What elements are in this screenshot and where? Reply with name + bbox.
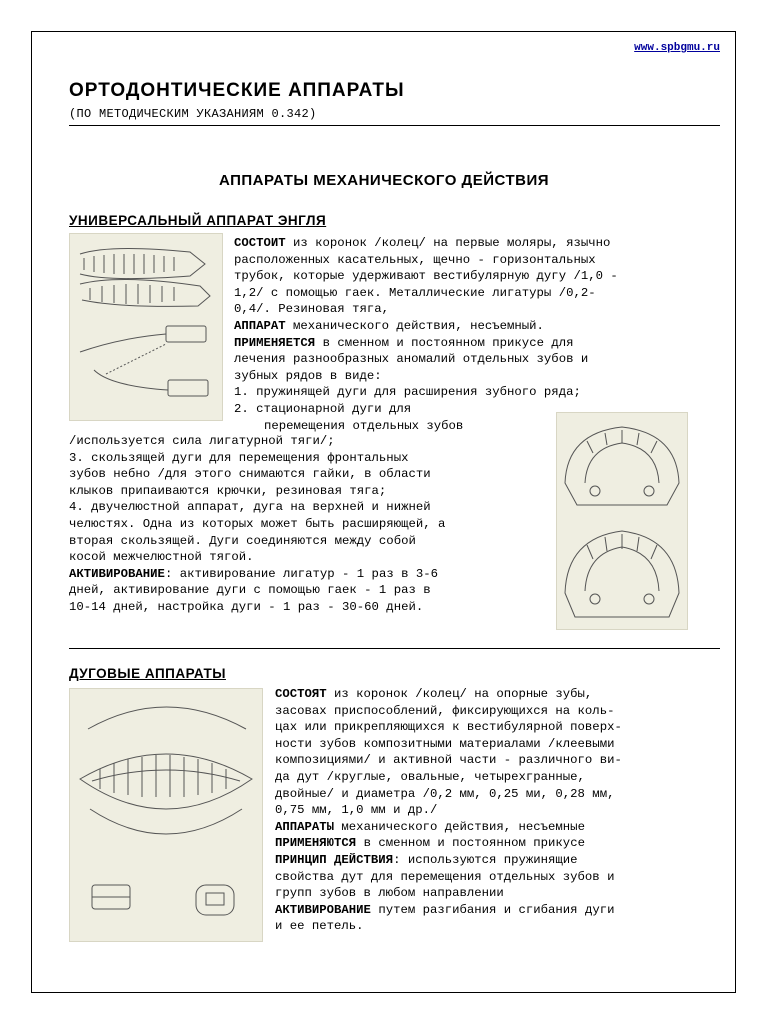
page-title: ОРТОДОНТИЧЕСКИЕ АППАРАТЫ: [69, 80, 405, 101]
braces-illustration: [69, 688, 263, 942]
arch-activation-label: АКТИВИРОВАНИЕ: [275, 902, 371, 917]
arch-line-12: свойства дут для перемещения отдельных зубов и: [275, 869, 615, 884]
angle-heading: УНИВЕРСАЛЬНЫЙ АППАРАТ ЭНГЛЯ: [69, 213, 327, 228]
arch-heading: ДУГОВЫЕ АППАРАТЫ: [69, 666, 226, 681]
arch-line-3: цах или прикрепляющихся к вестибулярной поверх-: [275, 720, 622, 735]
arch-apparatus-label: АППАРАТЫ: [275, 819, 335, 834]
angle-line-16: клыков припаиваются крючки, резиновая тяга;: [69, 483, 387, 498]
arch-line-11: : используются пружинящие: [393, 852, 578, 867]
angle-line-14: 3. скользящей дуги для перемещения фронтальных: [69, 450, 409, 465]
arch-line-6: да дут /круглые, овальные, четырехгранные,: [275, 769, 585, 784]
angle-line-18: челюстях. Одна из которых может быть расширяющей, а: [69, 516, 446, 531]
section-title: АППАРАТЫ МЕХАНИЧЕСКОГО ДЕЙСТВИЯ: [218, 172, 550, 189]
arch-line-5: композициями/ и активной части - различного ви-: [275, 753, 622, 768]
angle-line-21: : активирование лигатур - 1 раз в 3-6: [164, 566, 438, 581]
angle-line-7: в сменном и постоянном прикусе для: [315, 335, 574, 350]
angle-text-block: [234, 235, 618, 434]
angle-line-11: 2. стационарной дуги для: [234, 401, 412, 416]
page-subtitle: (ПО МЕТОДИЧЕСКИМ УКАЗАНИЯМ 0.342): [69, 107, 317, 121]
angle-line-23: 10-14 дней, настройка дуги - 1 раз - 30-60 дней.: [69, 599, 424, 614]
angle-apparatus-illustration: [69, 233, 223, 421]
arch-line-4: ности зубов композитными материалами /клеевыми: [275, 736, 615, 751]
angle-line-5: 0,4/. Резиновая тяга,: [234, 302, 389, 317]
arch-principle-label: ПРИНЦИП ДЕЙСТВИЯ: [275, 852, 394, 867]
angle-line-15: зубов небно /для этого снимаются гайки, в области: [69, 467, 431, 482]
angle-line-2: расположенных касательных, щечно - горизонтальных: [234, 252, 596, 267]
angle-line-6: механического действия, несъемный.: [285, 318, 544, 333]
arch-line-14: путем разгибания и сгибания дуги: [370, 902, 615, 917]
arch-line-10: в сменном и постоянном прикусе: [356, 836, 585, 851]
dental-arches-illustration: [556, 412, 688, 630]
arch-line-1: из коронок /колец/ на опорные зубы,: [326, 687, 593, 701]
angle-activation-label: АКТИВИРОВАНИЕ: [69, 566, 165, 581]
arch-line-15: и ее петель.: [275, 919, 364, 934]
arch-line-9: механического действия, несъемные: [334, 819, 585, 834]
angle-line-3: трубок, которые удерживают вестибулярную дугу /1,0 -: [234, 269, 618, 284]
angle-line-1: из коронок /колец/ на первые моляры, язычно: [285, 236, 611, 250]
angle-line-10: 1. пружинящей дуги для расширения зубного ряда;: [234, 385, 581, 400]
angle-line-19: вторая скользящей. Дуги соединяются между собой: [69, 533, 416, 548]
arch-line-13: групп зубов в любом направлении: [275, 886, 504, 901]
title-divider: [69, 125, 720, 126]
arch-line-2: засовах приспособлений, фиксирующихся на коль-: [275, 703, 615, 718]
section-divider: [69, 648, 720, 649]
arch-line-7: двойные/ и диаметра /0,2 мм, 0,25 ми, 0,28 мм,: [275, 786, 615, 801]
angle-applied-label: ПРИМЕНЯЕТСЯ: [234, 335, 316, 350]
arch-text-block: [275, 686, 622, 935]
angle-line-8: лечения разнообразных аномалий отдельных зубов и: [234, 352, 589, 367]
arch-line-8: 0,75 мм, 1,0 мм и др./: [275, 803, 438, 818]
angle-line-9: зубных рядов в виде:: [234, 368, 382, 383]
angle-line-17: 4. двучелюстной аппарат, дуга на верхней и нижней: [69, 500, 431, 515]
angle-text-block-2: [69, 433, 445, 616]
arch-consists-label: СОСТОЯТ: [275, 687, 327, 701]
arch-applied-label: ПРИМЕНЯЮТСЯ: [275, 836, 357, 851]
angle-line-12: перемещения отдельных зубов: [264, 418, 464, 433]
angle-consists-label: СОСТОИТ: [234, 236, 286, 250]
angle-line-4: 1,2/ с помощью гаек. Металлические лигатуры /0,2-: [234, 285, 596, 300]
angle-line-20: косой межчелюстной тягой.: [69, 550, 254, 565]
site-link[interactable]: www.spbgmu.ru: [634, 42, 720, 54]
angle-line-22: дней, активирование дуги с помощью гаек - 1 раз в: [69, 583, 431, 598]
angle-apparatus-label: АППАРАТ: [234, 318, 286, 333]
angle-line-13: /используется сила лигатурной тяги/;: [69, 434, 335, 448]
